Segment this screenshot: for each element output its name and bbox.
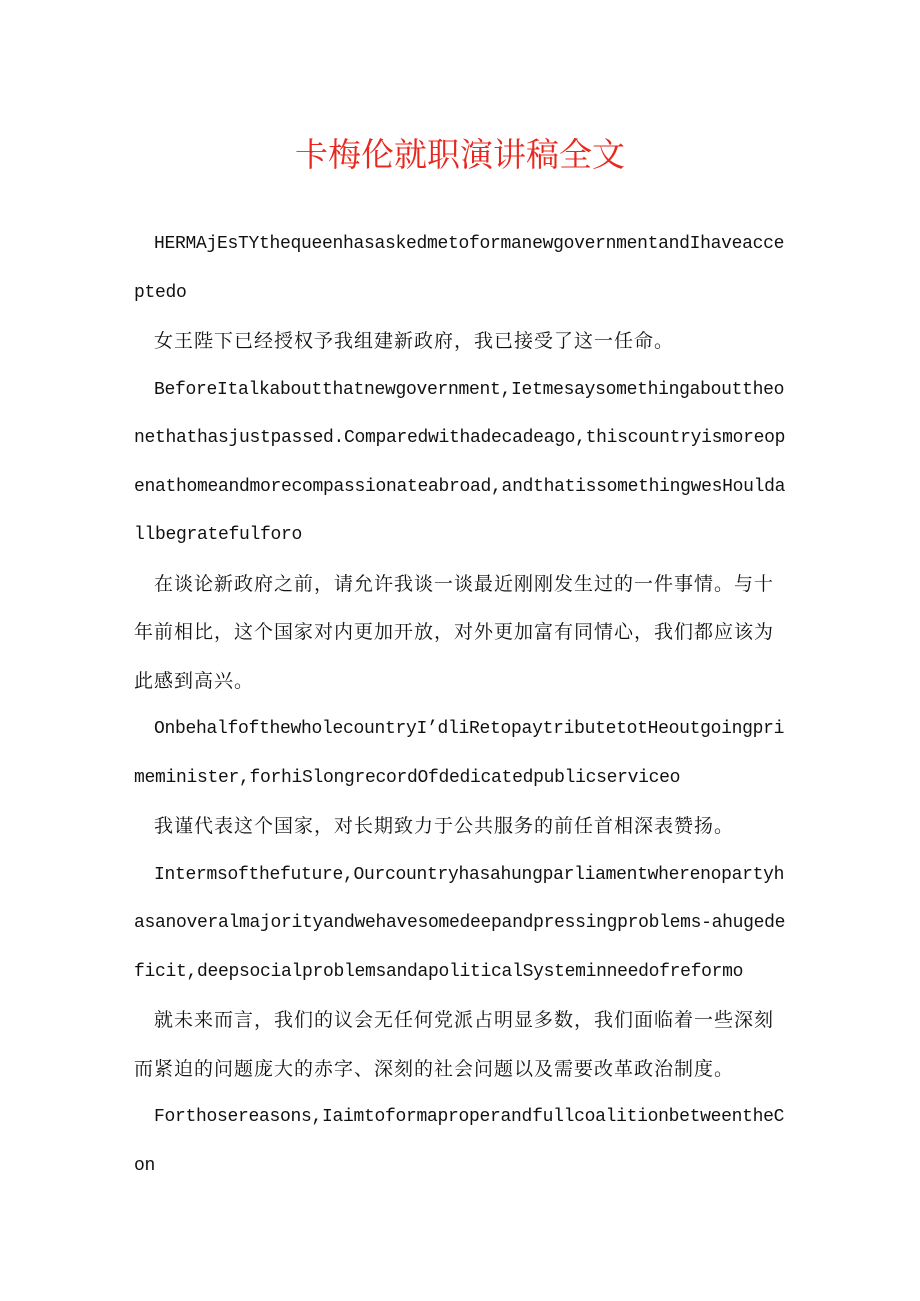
document-title: 卡梅伦就职演讲稿全文 [295,135,625,174]
paragraph-en-5: Forthosereasons,IaimtoformaproperandfullcoalitionbetweentheCon [134,1107,785,1176]
paragraph-en-2: BeforeItalkaboutthatnewgovernment,Ietmesaysomethingabouttheonethathasjustpassed.Comparedwithadecadeago,thiscountryismoreopenathomeandmorecompassionateabroad,andthatissomethingwesHouldallbegratefulforo [134,379,786,545]
paragraph-cn-2: 在谈论新政府之前，请允许我谈一谈最近刚刚发生过的一件事情。与十年前相比，这个国家对内更加开放，对外更加富有同情心，我们都应该为此感到高兴。 [134,572,775,692]
paragraph-en-3: OnbehalfofthewholecountryI’dliRetopaytributetotHeoutgoingprimeminister,forhiSlongrecordOfdedicatedpublicserviceo [134,719,785,788]
paragraph-cn-1: 女王陛下已经授权予我组建新政府，我已接受了这一任命。 [154,330,675,352]
document-body [134,220,790,1190]
paragraph-cn-3: 我谨代表这个国家，对长期致力于公共服务的前任首相深表赞扬。 [154,815,735,837]
paragraph-en-4: Intermsofthefuture,Ourcountryhasahungparliamentwherenopartyhasanoveralmajorityandwehavesomedeepandpressingproblems-ahugedeficit,deepsocialproblemsandapoliticalSysteminneedofreformo [134,864,786,982]
paragraph-cn-4: 就未来而言，我们的议会无任何党派占明显多数，我们面临着一些深刻而紧迫的问题庞大的赤字、深刻的社会问题以及需要改革政治制度。 [134,1009,775,1080]
paragraph-en-1: HERMAjEsTYthequeenhasaskedmetoformanewgovernmentandIhaveacceptedo [134,234,785,303]
